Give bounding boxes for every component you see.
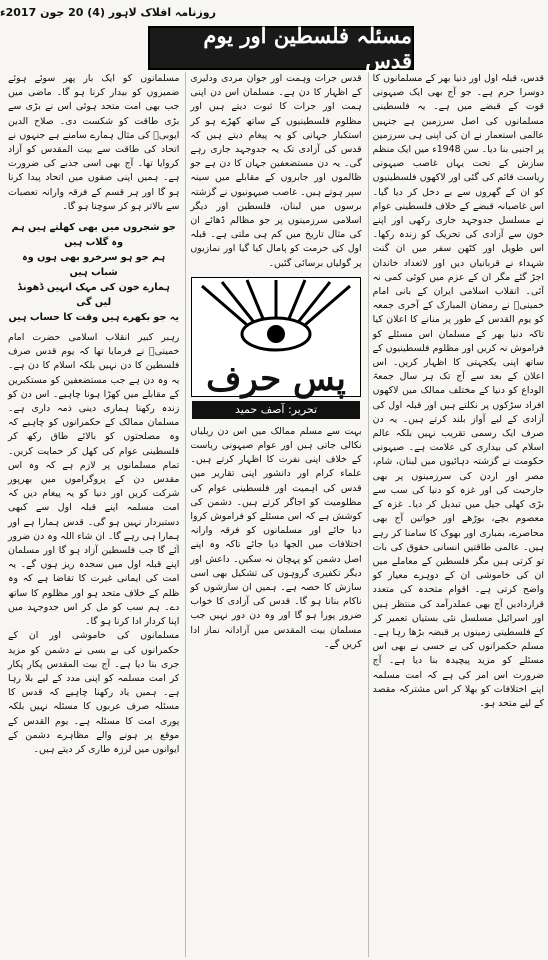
column-3-text-bottom: رہبر کبیر انقلاب اسلامی حضرت امام خمینیؒ نے فرمایا تھا کہ یوم قدس صرف فلسطین کا دن نہیں بلکہ اسلام کا دن ہے۔ یہ وہ دن ہے جب مستضعفین کو مستکبرین کے مقابلے میں کھڑا ہونا چاہیے۔ اس دن کو زندہ رکھنا ہماری دینی ذمہ داری ہے۔ مسلمان ممالک کے حکمرانوں کو چاہیے کہ وہ مصلحتوں کو بالائے طاق رکھ کر فلسطینی عوام کی کھل کر حمایت کریں۔ تمام مسلمانوں پر لازم ہے کہ وہ اس مقدس دن کے پروگراموں میں بھرپور شرکت کریں اور دنیا کو یہ پیغام دیں کہ امت مسلمہ اپنے قبلہ اول سے کبھی دستبردار نہیں ہو گی۔ قدس ہمارا ہے اور ہمارا ہی رہے گا۔ ان شاء اللہ وہ دن ضرور آئے گا جب فلسطین آزاد ہو گا اور مسلمان اپنے قبلہ اول میں سجدہ ریز ہوں گے۔ یہ امت کی ایمانی غیرت کا تقاضا ہے کہ وہ ظلم کے خلاف متحد ہو اور مظلوم کا ساتھ دے۔ ہم سب کو مل کر اس جدوجہد میں اپنا کردار ادا کرنا ہو گا۔ bbox=[8, 332, 180, 628]
poem-line: ہمارے خون کی مہک انہیں ڈھونڈ لیں گی bbox=[17, 282, 170, 309]
column-3-text-top: مسلمانوں کو ایک بار پھر سوئے ہوئے ضمیروں کو بیدار کرنا ہو گا۔ ماضی میں جب بھی امت متحد ہوئی اس نے بڑی سے بڑی طاقت کو شکست دی۔ صلاح الدین ایوبیؒ کی مثال ہمارے سامنے ہے جنہوں نے اتحاد کی طاقت سے بیت المقدس کو آزاد کروایا تھا۔ آج بھی اسی جذبے کی ضرورت ہے۔ ہمیں اپنی صفوں میں اتحاد پیدا کرنا ہو گا اور ہر قسم کے فرقہ وارانہ تعصبات سے بالاتر ہو کر سوچنا ہو گا۔ bbox=[8, 73, 180, 212]
column-2-text-top: قدس جرات وہمت اور جوان مردی ودلیری کے اظہار کا دن ہے۔ مسلمان اس دن اپنی ہمت اور جرات کا ثبوت دیتے ہیں اور مظلوم فلسطینیوں کے ساتھ کھڑے ہو کر استکبار جہانی کو یہ پیغام دیتے ہیں کہ قدس کی آزادی تک یہ جدوجہد جاری رہے گی۔ یہ دن مستضعفین جہان کا دن ہے جو ظالموں اور جابروں کے مقابلے میں سینہ سپر ہوتے ہیں۔ غاصب صیہونیوں نے گزشتہ برسوں میں لبنان، فلسطین اور دیگر اسلامی سرزمینوں پر جو مظالم ڈھائے ان کی مثال تاریخ میں کم ہی ملتی ہے۔ قبلہ اول کی حرمت کو پامال کیا گیا اور نمازیوں پر گولیاں برسائی گئیں۔ bbox=[190, 73, 362, 269]
column-3 bbox=[4, 72, 179, 957]
poem-line: یہ جو بکھرے ہیں وقت کا حساب ہیں bbox=[8, 312, 179, 324]
headline-band bbox=[148, 23, 414, 73]
column-2-text-bottom: بہت سے مسلم ممالک میں اس دن ریلیاں نکالی جاتی ہیں اور عوام صیہونی ریاست کے خلاف اپنی نفرت کا اظہار کرتے ہیں۔ علماء کرام اور دانشور اپنی تقاریر میں قدس کی اہمیت اور فلسطینی عوام کی مظلومیت کو اجاگر کرتے ہیں۔ دشمن کی کوشش ہے کہ اس مسئلے کو فراموش کروا دیا جائے اور مسلمانوں کو فرقہ وارانہ اختلافات میں الجھا دیا جائے تاکہ وہ اپنے اصل دشمن کو پہچان نہ سکیں۔ داعش اور دیگر تکفیری گروہوں کی تشکیل بھی اسی سازش کا حصہ ہے۔ ہمیں ان سازشوں کو ناکام بنانا ہو گا۔ قدس کی آزادی کا خواب ضرور پورا ہو گا اور وہ دن دور نہیں جب مسلمان بیت المقدس میں آزادانہ نماز ادا کریں گے۔ bbox=[190, 425, 362, 650]
masthead-text: روزنامہ افلاک لاہور (4) 20 جون 2017ء bbox=[0, 5, 216, 19]
column-2 bbox=[185, 72, 361, 957]
author-byline: تحریر: آصف حمید bbox=[192, 401, 360, 419]
column-1-text: قدس، قبلہ اول اور دنیا بھر کے مسلمانوں کا دوسرا حرم ہے۔ جو آج بھی ایک صیہونی قوت کے قبضے میں ہے۔ یہ فلسطینی مسلمانوں کی اصل سرزمین ہے جنہیں عالمی استعمار نے ان کی اپنی ہی سرزمین پر اجنبی بنا دیا۔ سن 1948ء میں ایک منظم سازش کے تحت یہاں غاصب صیہونی ریاست قائم کی گئی اور لاکھوں فلسطینیوں کو ان کے گھروں سے بے دخل کر دیا گیا۔ اس غاصبانہ قبضے کے خلاف فلسطینی عوام نے مسلسل جدوجہد جاری رکھی اور اپنے خون سے آزادی کی تحریک کو زندہ رکھا۔ اس طویل اور کٹھن سفر میں ان گنت شہداء نے قربانیاں دیں اور لاتعداد خاندان اجڑ گئے مگر ان کے عزم میں کوئی کمی نہ آئی۔ انقلاب اسلامی ایران کے بانی امام خمینیؒ نے رمضان المبارک کے آخری جمعہ کو یوم القدس کے طور پر منانے کا اعلان کیا تاکہ دنیا بھر کے مسلمان اس مسئلے کو فراموش نہ کریں اور مظلوم فلسطینیوں کے ساتھ اپنی یکجہتی کا اظہار کریں۔ اس اعلان کے بعد سے آج تک ہر سال جمعۃ الوداع کو دنیا کے مختلف ممالک میں لاکھوں افراد سڑکوں پر نکلتے ہیں اور قبلہ اول کی آزادی کے لیے آواز بلند کرتے ہیں۔ یہ دن صرف ایک رسمی تقریب نہیں بلکہ عالم اسلام کی بیداری کی علامت ہے۔ صیہونی حکومت نے گزشتہ دہائیوں میں لبنان، شام، مصر اور اردن کی سرزمینوں پر بھی جارحیت کی اور غزہ کو دنیا کی سب سے بڑی کھلی جیل میں تبدیل کر دیا۔ غزہ کے معصوم بچے، بوڑھے اور خواتین آج بھی محاصرے، بمباری اور بھوک کا سامنا کر رہے ہیں۔ عالمی طاقتیں انسانی حقوق کی بات تو کرتی ہیں مگر فلسطین کے معاملے میں ان کی خاموشی ان کے دوہرے معیار کو واضح کرتی ہے۔ اقوام متحدہ کی متعدد قراردادیں آج بھی عملدرآمد کی منتظر ہیں اور اسرائیل مسلسل نئی بستیاں تعمیر کر کے فلسطینی زمینوں پر قبضہ بڑھا رہا ہے۔ مسلم حکمرانوں کی بے حسی نے بھی اس مسئلے کو مزید پیچیدہ بنا دیا ہے۔ آج ضرورت اس امر کی ہے کہ امت مسلمہ اپنے اختلافات کو بھلا کر اس مشترکہ مقصد کے لیے متحد ہو۔ bbox=[372, 73, 544, 709]
headline: مسئلہ فلسطین اور یوم قدس bbox=[203, 23, 412, 73]
poem-block bbox=[8, 220, 179, 325]
column-3-text-extra: مسلمانوں کی خاموشی اور ان کے حکمرانوں کی بے بسی نے دشمن کو مزید جری بنا دیا ہے۔ آج بیت المقدس پکار پکار کر امت مسلمہ کو اپنی مدد کے لیے بلا رہا ہے۔ ہمیں یاد رکھنا چاہیے کہ قدس کا مسئلہ صرف عربوں کا مسئلہ نہیں بلکہ پوری امت کا مسئلہ ہے۔ یوم القدس کے موقع پر ہونے والے مظاہرے دشمن کے ایوانوں میں لرزہ طاری کر دیتے ہیں۔ bbox=[8, 630, 180, 755]
column-logo-text: پس حرف bbox=[206, 358, 346, 399]
column-logo bbox=[191, 277, 361, 397]
poem-line: جو شجروں میں بھی کھلتے ہیں ہم وہ گلاب ہیں bbox=[11, 222, 176, 249]
poem-line: ہم جو ہو سرخرو بھی ہوں وہ شباب ہیں bbox=[22, 252, 166, 279]
column-1 bbox=[368, 72, 544, 957]
eye-rays-icon bbox=[192, 278, 360, 358]
article-columns bbox=[4, 72, 544, 957]
masthead bbox=[0, 2, 548, 22]
